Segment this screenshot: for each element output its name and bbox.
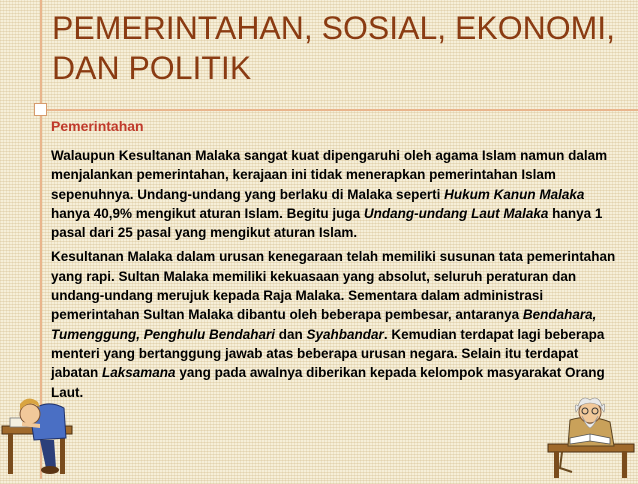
p1-italic-1: Hukum Kanun Malaka (444, 186, 585, 202)
p1-text-3: hanya 1 pasal dari 25 pasal yang mengikut aturan Islam. (51, 205, 603, 241)
p2-italic-3: Laksamana (102, 365, 176, 381)
p2-italic-2: Syahbandar (306, 326, 384, 342)
horizontal-rule (40, 109, 638, 111)
slide-title: PEMERINTAHAN, SOSIAL, EKONOMI, DAN POLITIK (52, 10, 616, 86)
slide-subtitle: Pemerintahan (51, 118, 144, 134)
p2-text-4: yang pada awalnya diberikan kepada kelompok masyarakat Orang Laut. (51, 365, 605, 400)
student-at-desk-icon (0, 388, 85, 479)
p1-text-2: hanya 40,9% mengikut aturan Islam. Begitu juga (51, 205, 364, 221)
p2-text-3: . Kemudian terdapat lagi beberapa menteri yang bertanggung jawab atas beberapa urusan negara. Selain itu terdapat jabatan (51, 326, 605, 381)
p1-italic-2: Undang-undang Laut Malaka (363, 205, 549, 221)
slide-body (51, 146, 626, 407)
paragraph-1 (51, 146, 626, 242)
p2-text-2: dan (275, 326, 307, 342)
p2-text-1: Kesultanan Malaka dalam urusan kenegaraan telah memiliki susunan tata pemerintahan yang rapi. Sultan Malaka memiliki kekuasaan yang absolut, seluruh peraturan dan undang-undang merujuk kepada Raja Malaka. Sementara dalam administrasi pemerintahan Sultan Malaka dibantu oleh beberapa pembesar, antaranya (51, 249, 616, 323)
p1-text-1: Walaupun Kesultanan Malaka sangat kuat dipengaruhi oleh agama Islam namun dalam menjalankan pemerintahan, kerajaan ini tidak menerapkan pemerintahan Islam sepenuhnya. Undang-undang yang berlaku di Malaka seperti (51, 148, 608, 202)
p2-italic-1: Bendahara, Tumenggung, Penghulu Bendahari (51, 307, 597, 342)
paragraph-2 (51, 247, 626, 401)
old-scholar-reading-icon (540, 392, 638, 479)
rule-corner-square (34, 103, 47, 116)
